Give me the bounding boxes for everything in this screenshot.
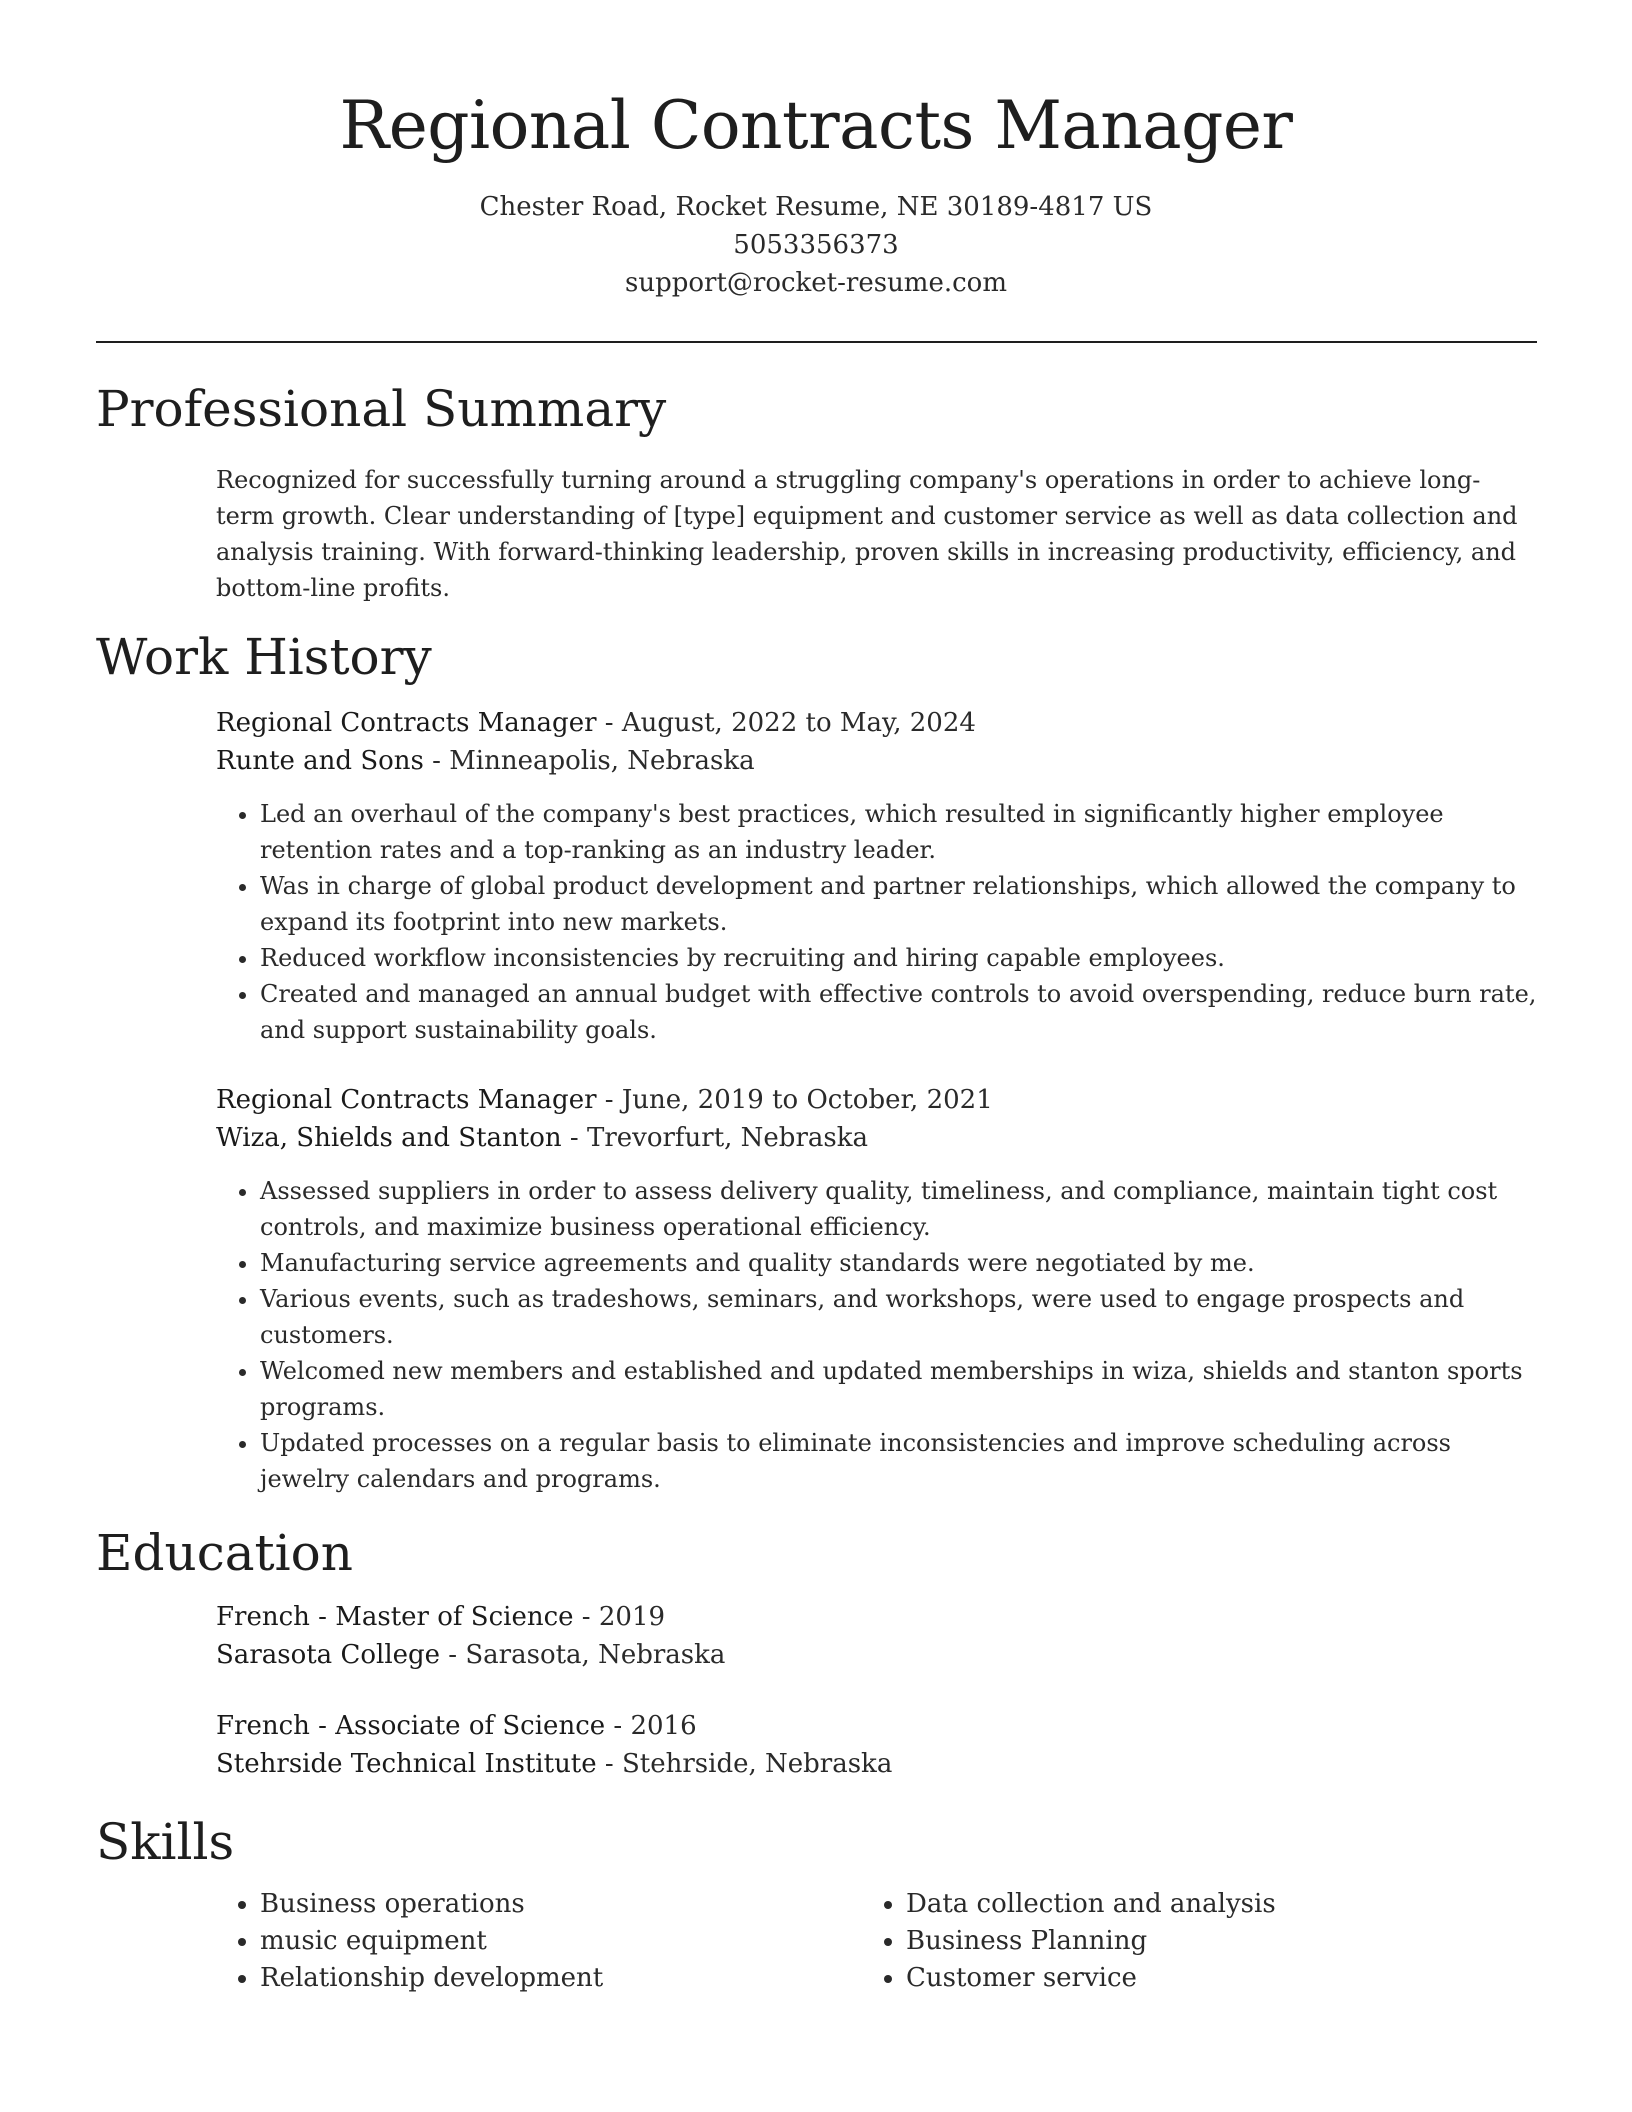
education-field: French xyxy=(216,1711,310,1741)
education-location: - Sarasota, Nebraska xyxy=(440,1640,726,1670)
job-2-heading xyxy=(216,1081,993,1119)
list-item: • Relationship development xyxy=(260,1960,880,1997)
job-2-employer xyxy=(216,1119,868,1157)
education-year: - 2016 xyxy=(605,1711,697,1741)
skills-list-left xyxy=(216,1886,880,1997)
section-title-summary: Professional Summary xyxy=(96,380,667,438)
education-degree: - Associate of Science xyxy=(309,1711,606,1741)
candidate-name: Regional Contracts Manager xyxy=(339,87,1293,164)
header-divider xyxy=(96,341,1537,343)
job-dates: - August, 2022 to May, 2024 xyxy=(596,708,976,738)
education-field: French xyxy=(216,1602,310,1632)
job-2-bullets xyxy=(216,1173,1540,1497)
list-item: • Updated processes on a regular basis to eliminate inconsistencies and improve scheduling across jewelry calendars and programs. xyxy=(260,1425,1540,1497)
contact-phone: 5053356373 xyxy=(733,230,899,260)
job-title: Regional Contracts Manager xyxy=(216,1085,597,1115)
job-location: - Trevorfurt, Nebraska xyxy=(561,1123,868,1153)
job-dates: - June, 2019 to October, 2021 xyxy=(596,1085,993,1115)
list-item: • Business Planning xyxy=(906,1923,1546,1960)
job-1-bullets xyxy=(216,796,1540,1048)
list-item: • Various events, such as tradeshows, seminars, and workshops, were used to engage prospects and customers. xyxy=(260,1281,1540,1353)
list-item: • Led an overhaul of the company's best practices, which resulted in significantly higher employee retention rates and a top-ranking as an industry leader. xyxy=(260,796,1540,868)
list-item: • Reduced workflow inconsistencies by recruiting and hiring capable employees. xyxy=(260,940,1540,976)
contact-email: support@rocket-resume.com xyxy=(624,268,1007,298)
contact-address: Chester Road, Rocket Resume, NE 30189-4817 US xyxy=(479,192,1153,222)
job-title: Regional Contracts Manager xyxy=(216,708,597,738)
job-1-heading xyxy=(216,704,976,742)
list-item: • Manufacturing service agreements and quality standards were negotiated by me. xyxy=(260,1245,1540,1281)
section-title-skills: Skills xyxy=(96,1813,235,1871)
list-item: • Welcomed new members and established and updated memberships in wiza, shields and stanton sports programs. xyxy=(260,1353,1540,1425)
education-year: - 2019 xyxy=(573,1602,666,1632)
education-2-school xyxy=(216,1745,892,1783)
list-item: • Customer service xyxy=(906,1960,1546,1997)
education-1-heading xyxy=(216,1598,665,1636)
list-item: • Created and managed an annual budget with effective controls to avoid overspending, reduce burn rate, and support sustainability goals. xyxy=(260,976,1540,1048)
education-degree: - Master of Science xyxy=(309,1602,574,1632)
skills-list-right xyxy=(862,1886,1546,1997)
job-company: Runte and Sons xyxy=(216,746,424,776)
list-item: • Assessed suppliers in order to assess delivery quality, timeliness, and compliance, maintain tight cost controls, and maximize business operational efficiency. xyxy=(260,1173,1540,1245)
section-title-education: Education xyxy=(96,1524,353,1582)
education-2-heading xyxy=(216,1707,697,1745)
education-location: - Stehrside, Nebraska xyxy=(596,1749,893,1779)
job-company: Wiza, Shields and Stanton xyxy=(216,1123,562,1153)
job-1-employer xyxy=(216,742,755,780)
summary-text: Recognized for successfully turning around a struggling company's operations in order to achieve long-term growth. Clear understanding of [type] equipment and customer service as well as data collection and analysis training. With forward-thinking leadership, proven skills in increasing productivity, efficiency, and bottom-line profits. xyxy=(216,466,1518,602)
list-item: • Data collection and analysis xyxy=(906,1886,1546,1923)
education-school: Sarasota College xyxy=(216,1640,441,1670)
education-1-school xyxy=(216,1636,725,1674)
list-item: • Was in charge of global product development and partner relationships, which allowed the company to expand its footprint into new markets. xyxy=(260,868,1540,940)
education-school: Stehrside Technical Institute xyxy=(216,1749,597,1779)
list-item: • music equipment xyxy=(260,1923,880,1960)
job-location: - Minneapolis, Nebraska xyxy=(423,746,755,776)
list-item: • Business operations xyxy=(260,1886,880,1923)
section-title-work: Work History xyxy=(96,628,432,686)
